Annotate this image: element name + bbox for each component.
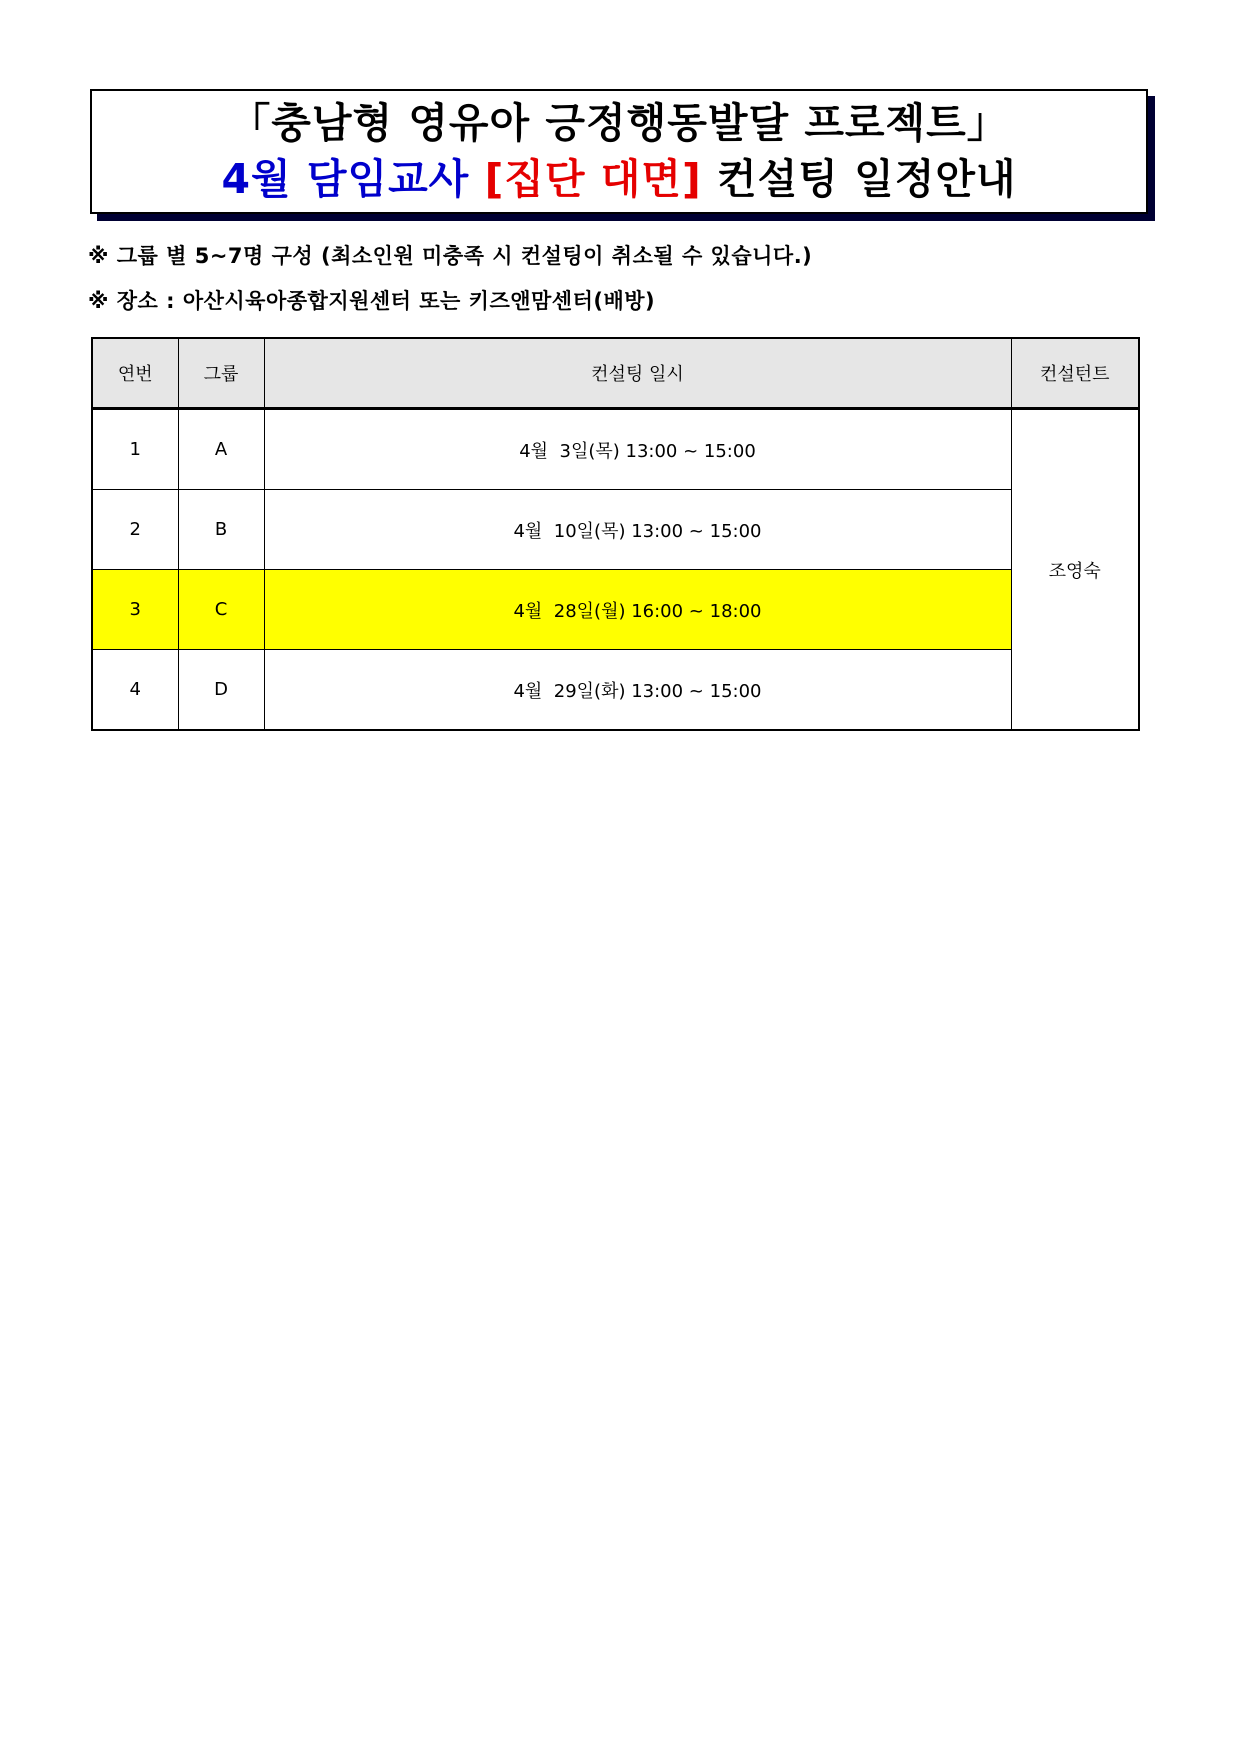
row-datetime: 4월 28일(월) 16:00 ~ 18:00 (264, 570, 1011, 650)
row-number: 1 (92, 409, 178, 490)
title-box (90, 89, 1148, 214)
title-month-teacher: 4월 담임교사 (221, 154, 485, 203)
table-header-row (92, 338, 1139, 409)
title-format: [집단 대면] (484, 154, 702, 203)
table-row (92, 409, 1139, 490)
row-group: A (178, 409, 264, 490)
row-group: C (178, 570, 264, 650)
title-schedule-heading (221, 150, 1016, 208)
row-number: 3 (92, 570, 178, 650)
row-number: 2 (92, 490, 178, 570)
row-datetime: 4월 29일(화) 13:00 ~ 15:00 (264, 650, 1011, 731)
table-row (92, 490, 1139, 570)
row-group: D (178, 650, 264, 731)
header-group: 그룹 (178, 338, 264, 409)
header-datetime: 컨설팅 일시 (264, 338, 1011, 409)
table-row (92, 650, 1139, 731)
schedule-table (91, 337, 1140, 731)
table-row-highlighted (92, 570, 1139, 650)
row-datetime: 4월 10일(목) 13:00 ~ 15:00 (264, 490, 1011, 570)
title-project-name: 「충남형 영유아 긍정행동발달 프로젝트」 (229, 98, 1009, 147)
header-number: 연번 (92, 338, 178, 409)
title-consulting-schedule: 컨설팅 일정안내 (701, 154, 1017, 203)
row-datetime: 4월 3일(목) 13:00 ~ 15:00 (264, 409, 1011, 490)
row-number: 4 (92, 650, 178, 731)
note-group-size: ※ 그룹 별 5~7명 구성 (최소인원 미충족 시 컨설팅이 취소될 수 있습니다.) (88, 244, 813, 268)
consultant-name: 조영숙 (1011, 409, 1139, 731)
header-consultant: 컨설턴트 (1011, 338, 1139, 409)
note-location: ※ 장소 : 아산시육아종합지원센터 또는 키즈앤맘센터(배방) (88, 289, 656, 313)
row-group: B (178, 490, 264, 570)
